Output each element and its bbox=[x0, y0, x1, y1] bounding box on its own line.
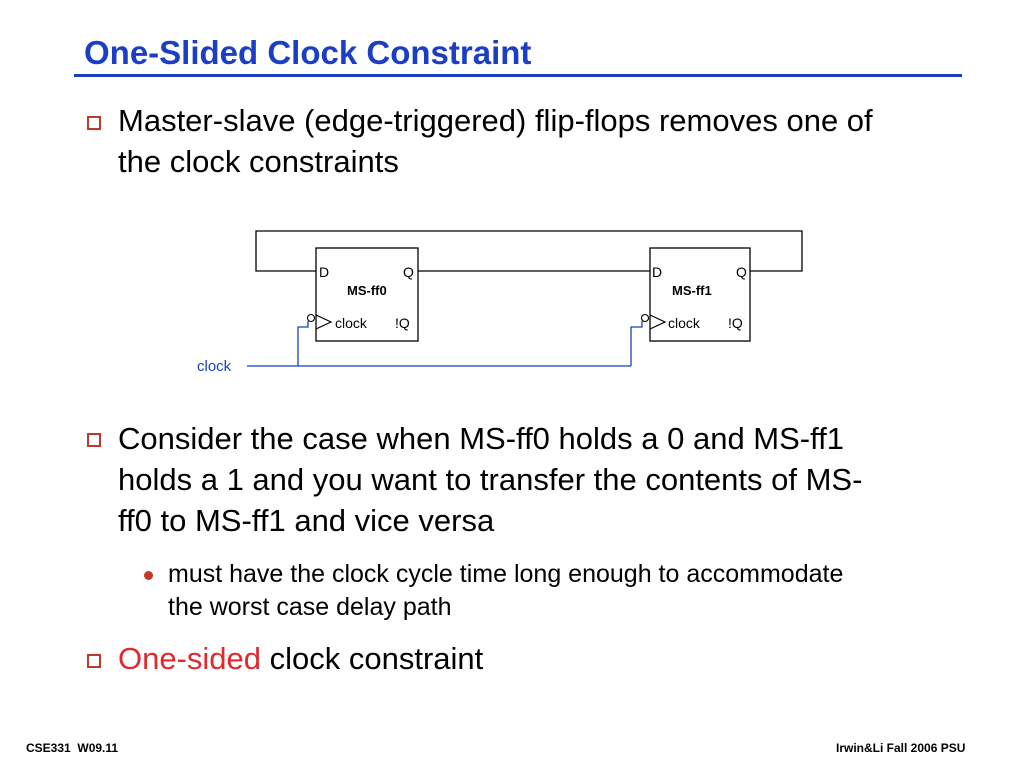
ms-ff0-q-label: Q bbox=[403, 264, 414, 280]
sub-bullet-1: must have the clock cycle time long enough to accommodate the worst case delay path bbox=[168, 560, 844, 621]
bullet-3-highlight: One-sided bbox=[118, 641, 262, 676]
square-bullet-icon bbox=[87, 654, 101, 668]
ms-ff0-name: MS-ff0 bbox=[347, 283, 387, 298]
ms-ff1-name: MS-ff1 bbox=[672, 283, 712, 298]
ms-ff0-qbar-label: !Q bbox=[395, 315, 410, 331]
footer-right: Irwin&Li Fall 2006 PSU bbox=[836, 741, 966, 755]
square-bullet-icon bbox=[87, 433, 101, 447]
ms-ff1-qbar-label: !Q bbox=[728, 315, 743, 331]
footer-left: CSE331 W09.11 bbox=[26, 741, 119, 755]
ms-ff0-block bbox=[308, 248, 419, 341]
ms-ff1-clock-label: clock bbox=[668, 315, 700, 331]
bullet-3 bbox=[118, 638, 918, 679]
clock-input-label: clock bbox=[197, 358, 232, 375]
bullet-3-rest: clock constraint bbox=[261, 641, 484, 676]
bullet-2: Consider the case when MS-ff0 holds a 0 and MS-ff1 holds a 1 and you want to transfer the contents of MS-ff0 to MS-ff1 and vice versa bbox=[118, 421, 863, 538]
ms-ff0-clock-label: clock bbox=[335, 315, 367, 331]
slide-title: One-Slided Clock Constraint bbox=[84, 34, 532, 71]
ms-ff1-q-label: Q bbox=[736, 264, 747, 280]
ms-ff0-d-label: D bbox=[319, 264, 330, 280]
round-bullet-icon bbox=[144, 571, 153, 580]
bullet-1: Master-slave (edge-triggered) flip-flops removes one of the clock constraints bbox=[118, 103, 873, 179]
ms-ff0-clock-bubble bbox=[308, 315, 315, 322]
clock-branch-ff0 bbox=[298, 321, 308, 366]
ms-ff1-block bbox=[642, 248, 751, 341]
ms-ff1-d-label: D bbox=[652, 264, 663, 280]
clock-branch-ff1 bbox=[631, 321, 642, 366]
ms-ff1-clock-bubble bbox=[642, 315, 649, 322]
clock-wires bbox=[247, 321, 642, 366]
